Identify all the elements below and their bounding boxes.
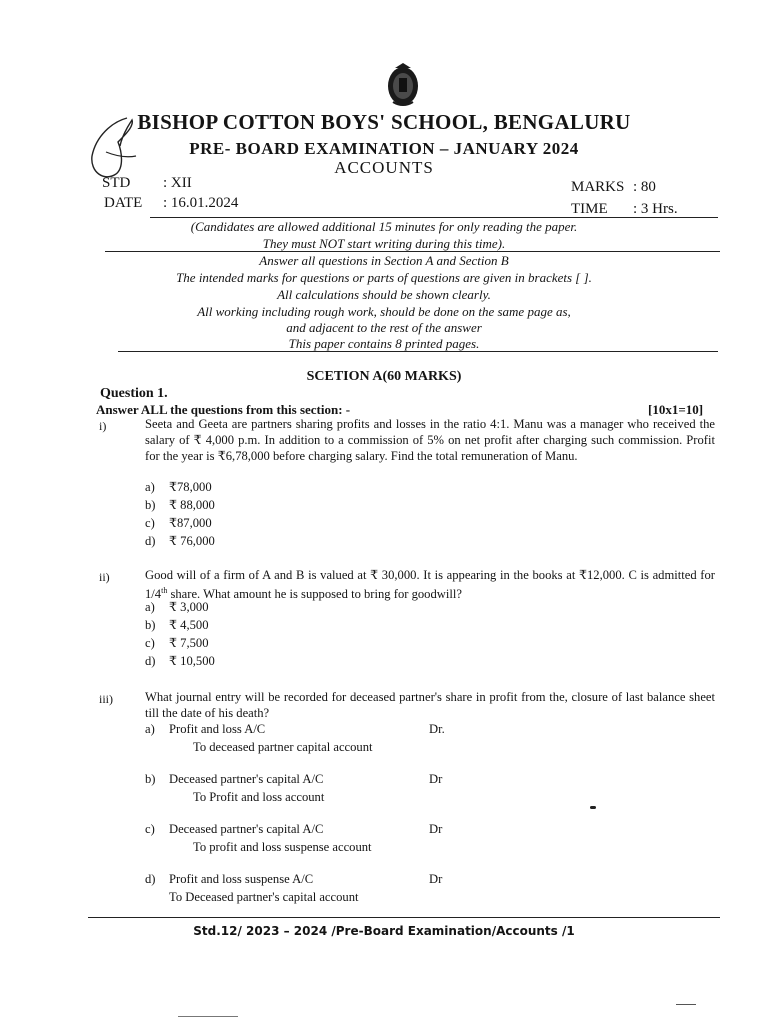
instruction-line: The intended marks for questions or parts of questions are given in brackets [ ]. bbox=[176, 270, 592, 285]
question-number: i) bbox=[99, 419, 107, 433]
option-item: d) ₹ 76,000 bbox=[145, 534, 215, 548]
time-label: TIME bbox=[571, 201, 608, 217]
question-number: iii) bbox=[99, 692, 113, 706]
school-crest-icon bbox=[385, 62, 421, 108]
option-item: a) ₹78,000 bbox=[145, 480, 212, 494]
instruction-rule bbox=[105, 251, 720, 252]
instruction-rule bbox=[118, 351, 718, 352]
scan-mark bbox=[178, 1016, 238, 1017]
option-list bbox=[145, 598, 215, 670]
instruction-line: (Candidates are allowed additional 15 minutes for only reading the paper. bbox=[190, 219, 578, 234]
question-marks: [10x1=10] bbox=[648, 402, 704, 417]
question-text: Good will of a firm of A and B is valued at ₹ 30,000. It is appearing in the books at ₹12,000. C is admitted for 1/4th share. What amount he is supposed to bring for goodwill? bbox=[145, 568, 715, 602]
option-item: c) ₹ 7,500 bbox=[145, 636, 209, 650]
question-label: Question 1. bbox=[100, 386, 168, 401]
header-rule bbox=[150, 217, 718, 218]
marks-value: : 80 bbox=[633, 179, 656, 195]
journal-entry-option: d) Profit and loss suspense A/C Dr To Deceased partner's capital account bbox=[145, 872, 443, 904]
instruction-line: This paper contains 8 printed pages. bbox=[288, 336, 480, 351]
marks-label: MARKS bbox=[571, 179, 625, 195]
page-footer: Std.12/ 2023 – 2024 /Pre-Board Examination/Accounts /1 bbox=[193, 924, 575, 938]
instruction-line: Answer all questions in Section A and Section B bbox=[259, 253, 509, 268]
option-item: c) ₹87,000 bbox=[145, 516, 212, 530]
question-text: What journal entry will be recorded for deceased partner's share in profit from the, closure of last balance sheet till the date of his death? bbox=[145, 690, 715, 720]
journal-entry-option: c) Deceased partner's capital A/C Dr To profit and loss suspense account bbox=[145, 822, 443, 854]
instruction-line: All working including rough work, should be done on the same page as, bbox=[197, 304, 571, 319]
option-item: d) ₹ 10,500 bbox=[145, 654, 215, 668]
footer-rule bbox=[88, 917, 720, 918]
question-number: ii) bbox=[99, 570, 110, 584]
subject-title: ACCOUNTS bbox=[334, 158, 434, 177]
option-list bbox=[145, 478, 215, 550]
journal-entry-option: a) Profit and loss A/C Dr. To deceased partner capital account bbox=[145, 722, 445, 754]
time-value: : 3 Hrs. bbox=[633, 201, 678, 217]
journal-entry-option: b) Deceased partner's capital A/C Dr To Profit and loss account bbox=[145, 772, 443, 804]
scan-mark bbox=[590, 806, 596, 809]
option-item: a) ₹ 3,000 bbox=[145, 600, 209, 614]
school-name: BISHOP COTTON BOYS' SCHOOL, BENGALURU bbox=[137, 110, 631, 134]
exam-title: PRE- BOARD EXAMINATION – JANUARY 2024 bbox=[189, 139, 579, 158]
scan-mark bbox=[676, 1004, 696, 1005]
instruction-line: and adjacent to the rest of the answer bbox=[286, 320, 482, 335]
instruction-line: All calculations should be shown clearly. bbox=[277, 287, 491, 302]
std-label: STD bbox=[102, 175, 131, 191]
option-item: b) ₹ 4,500 bbox=[145, 618, 209, 632]
instruction-line: They must NOT start writing during this time). bbox=[262, 236, 506, 251]
option-item: b) ₹ 88,000 bbox=[145, 498, 215, 512]
question-text: Seeta and Geeta are partners sharing profits and losses in the ratio 4:1. Manu was a manager who received the salary of ₹ 4,000 p.m. In addition to a commission of 5% on net profit after charging such commission. Profit for the year is ₹6,78,000 before charging salary. Find the total remuneration of Manu. bbox=[145, 417, 715, 463]
date-label: DATE bbox=[104, 195, 143, 211]
date-value: : 16.01.2024 bbox=[163, 195, 239, 211]
answer-all-instruction: Answer ALL the questions from this section: - bbox=[96, 402, 351, 417]
section-title: SCETION A(60 MARKS) bbox=[306, 369, 462, 384]
std-value: : XII bbox=[163, 175, 192, 191]
